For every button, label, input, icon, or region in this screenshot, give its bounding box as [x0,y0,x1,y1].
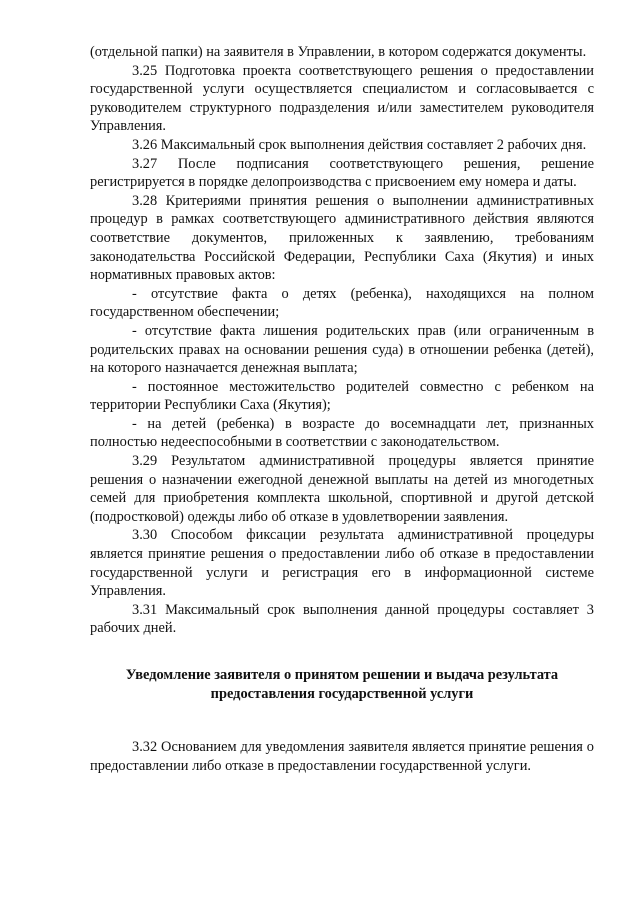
section-heading: Уведомление заявителя о принятом решении и выдача результата предоставления государственной услуги [125,667,559,702]
paragraph-3-26: 3.26 Максимальный срок выполнения действия составляет 2 рабочих дня. [132,136,587,153]
paragraph-3-28: 3.28 Критериями принятия решения о выполнении административных процедур в рамках соответствующего административного действия являются соответствие документов, приложенных к заявлению, требованиям законодательства Российской Федерации, Республики Саха (Якутия) и иных нормативных правовых актов: [90,192,594,284]
criteria-item-4: - на детей (ребенка) в возрасте до восемнадцати лет, признанных полностью недееспособными в соответствии с законодательством. [90,415,594,451]
paragraph-3-32: 3.32 Основанием для уведомления заявителя является принятие решения о предоставлении либо отказе в предоставлении государственной услуги. [90,739,594,774]
paragraph-3-25: 3.25 Подготовка проекта соответствующего решения о предоставлении государственной услуги осуществляется специалистом и согласовывается с руководителем структурного подразделения и/или заместителем руководителя Управления. [90,62,594,135]
criteria-item-2: - отсутствие факта лишения родительских прав (или ограниченным в родительских правах на основании решения суда) в отношении ребенка (детей), на которого назначается денежная выплата; [90,322,594,377]
paragraph-3-29: 3.29 Результатом административной процедуры является принятие решения о назначении ежегодной денежной выплаты на детей из многодетных семей для приобретения комплекта школьной, спортивной и другой детской (подростковой) одежды либо об отказе в удовлетворении заявления. [90,453,594,525]
paragraph-continuation: (отдельной папки) на заявителя в Управлении, в котором содержатся документы. [90,44,587,60]
paragraph-3-30: 3.30 Способом фиксации результата административной процедуры является принятие решения о предоставлении либо об отказе в предоставлении государственной услуги и регистрация его в информационной системе Управления. [90,527,594,600]
criteria-item-1: - отсутствие факта о детях (ребенка), находящихся на полном государственном обеспечении; [90,285,594,321]
criteria-item-3: - постоянное местожительство родителей совместно с ребенком на территории Республики Саха (Якутия); [90,378,594,414]
paragraph-3-31: 3.31 Максимальный срок выполнения данной процедуры составляет 3 рабочих дней. [90,601,594,637]
document-body [90,43,594,775]
paragraph-3-27: 3.27 После подписания соответствующего решения, решение регистрируется в порядке делопроизводства с присвоением ему номера и даты. [90,155,594,191]
